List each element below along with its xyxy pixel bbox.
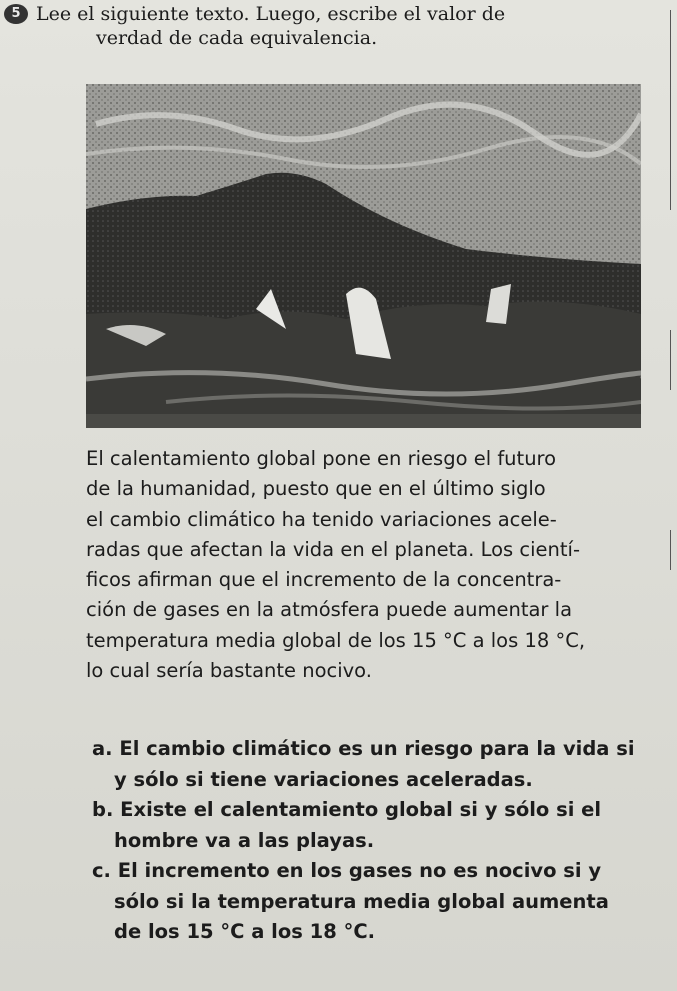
option-text: Existe el calentamiento global si y sólo si el [120,798,602,821]
volcano-landscape-illustration [86,84,641,428]
option-a-line-1 [92,734,662,765]
margin-line [670,10,671,210]
option-c-line-2: sólo si la temperatura media global aumenta [114,889,609,913]
margin-line [670,330,671,390]
instruction-line-1: Lee el siguiente texto. Luego, escribe el valor de [36,3,506,25]
passage-line: lo cual sería bastante nocivo. [86,659,372,683]
margin-line [670,530,671,570]
reading-passage [86,444,661,686]
exercise-number-badge: 5 [4,4,28,24]
equivalence-options [92,734,662,948]
passage-line: temperatura media global de los 15 °C a los 18 °C, [86,628,586,652]
option-text: El cambio climático es un riesgo para la vida si [119,737,635,760]
instruction-line-2: verdad de cada equivalencia. [96,27,378,49]
option-letter: b. [92,798,114,821]
passage-line: ción de gases en la atmósfera puede aumentar la [86,598,573,622]
passage-line: el cambio climático ha tenido variaciones acele- [86,507,557,531]
option-letter: c. [92,859,111,882]
option-a [92,734,662,795]
option-c-line-1 [92,856,662,887]
option-c-line-3: de los 15 °C a los 18 °C. [114,920,376,943]
option-b-line-2: hombre va a las playas. [114,828,375,852]
instructions [36,2,656,50]
passage-line: de la humanidad, puesto que en el último siglo [86,477,546,501]
option-text: El incremento en los gases no es nocivo si y [117,859,602,882]
passage-line: El calentamiento global pone en riesgo el futuro [86,447,557,470]
option-letter: a. [92,737,113,760]
option-b-line-1 [92,795,662,826]
option-c [92,856,662,948]
passage-line: ficos afirman que el incremento de la concentra- [86,568,562,592]
option-b [92,795,662,856]
passage-line: radas que afectan la vida en el planeta. Los cientí- [86,537,580,561]
option-a-line-2: y sólo si tiene variaciones aceleradas. [114,767,533,791]
